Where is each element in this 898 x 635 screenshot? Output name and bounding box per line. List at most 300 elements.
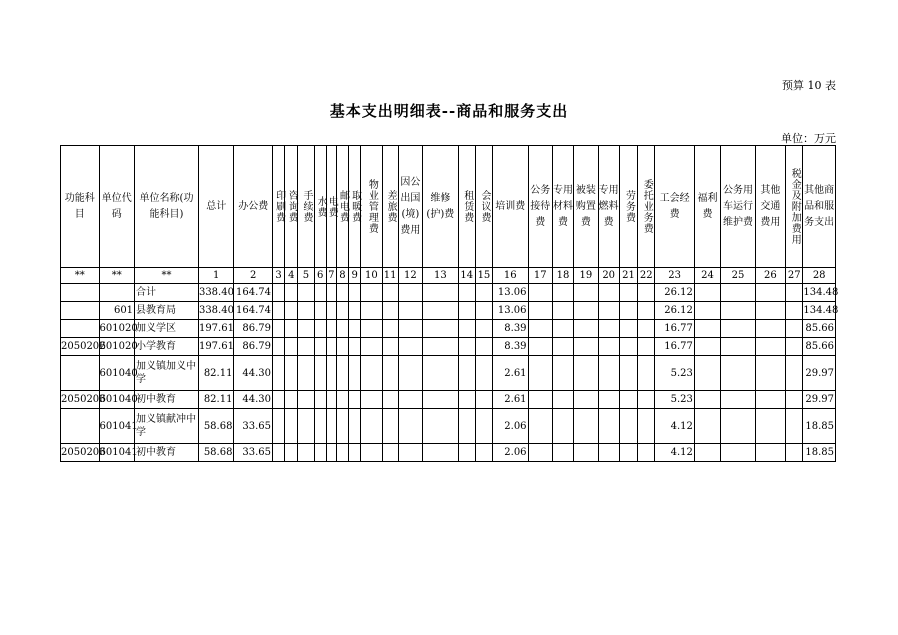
total-cell: 82.11 bbox=[198, 356, 234, 391]
table-cell bbox=[598, 284, 619, 302]
table-cell bbox=[349, 409, 361, 444]
col-header: 印刷费 bbox=[273, 146, 285, 268]
col-header: 其他交通费用 bbox=[755, 146, 785, 268]
table-cell bbox=[475, 356, 492, 391]
col-header: 福利费 bbox=[694, 146, 720, 268]
table-cell bbox=[755, 320, 785, 338]
table-cell bbox=[528, 391, 552, 409]
index-cell: 17 bbox=[528, 268, 552, 284]
index-cell: 19 bbox=[574, 268, 598, 284]
table-cell bbox=[721, 320, 755, 338]
training-cell: 8.39 bbox=[493, 320, 529, 338]
table-cell bbox=[574, 356, 598, 391]
table-cell bbox=[314, 409, 326, 444]
table-cell bbox=[298, 409, 314, 444]
col-header: 单位名称(功能科目) bbox=[135, 146, 199, 268]
table-cell bbox=[721, 409, 755, 444]
table-cell bbox=[382, 409, 398, 444]
table-cell bbox=[326, 338, 336, 356]
table-cell bbox=[382, 444, 398, 462]
func-code-cell: 2050203 bbox=[61, 444, 100, 462]
table-cell bbox=[326, 356, 336, 391]
training-cell: 2.61 bbox=[493, 356, 529, 391]
table-cell bbox=[638, 302, 655, 320]
unit-code-cell: 601020 bbox=[99, 320, 135, 338]
unit-name-cell: 小学教育 bbox=[135, 338, 199, 356]
office-cell: 164.74 bbox=[234, 302, 273, 320]
index-cell: 12 bbox=[398, 268, 422, 284]
table-cell bbox=[349, 338, 361, 356]
table-cell bbox=[298, 284, 314, 302]
union-fee-cell: 5.23 bbox=[655, 356, 695, 391]
other-cell: 85.66 bbox=[803, 320, 836, 338]
table-cell bbox=[298, 320, 314, 338]
unit-name-cell: 加义镇献冲中学 bbox=[135, 409, 199, 444]
table-row bbox=[61, 391, 836, 409]
table-cell bbox=[755, 284, 785, 302]
table-row bbox=[61, 320, 836, 338]
table-cell bbox=[336, 409, 348, 444]
unit-label: 单位：万元 bbox=[781, 132, 836, 145]
table-cell bbox=[475, 444, 492, 462]
index-cell: 2 bbox=[234, 268, 273, 284]
table-cell bbox=[755, 444, 785, 462]
table-cell bbox=[528, 284, 552, 302]
office-cell: 33.65 bbox=[234, 409, 273, 444]
index-cell: ** bbox=[61, 268, 100, 284]
total-cell: 197.61 bbox=[198, 338, 234, 356]
table-cell bbox=[598, 320, 619, 338]
office-cell: 86.79 bbox=[234, 338, 273, 356]
table-cell bbox=[755, 391, 785, 409]
office-cell: 44.30 bbox=[234, 356, 273, 391]
table-cell bbox=[786, 391, 803, 409]
table-cell bbox=[458, 391, 475, 409]
func-code-cell bbox=[61, 320, 100, 338]
other-cell: 85.66 bbox=[803, 338, 836, 356]
table-cell bbox=[528, 444, 552, 462]
table-cell bbox=[552, 338, 573, 356]
index-cell: 3 bbox=[273, 268, 285, 284]
table-cell bbox=[755, 409, 785, 444]
total-cell: 338.40 bbox=[198, 302, 234, 320]
header-row bbox=[61, 146, 836, 268]
table-cell bbox=[361, 302, 382, 320]
table-cell bbox=[475, 338, 492, 356]
table-cell bbox=[361, 284, 382, 302]
unit-code-cell: 601041 bbox=[99, 444, 135, 462]
func-code-cell bbox=[61, 409, 100, 444]
col-header: 因公出国(境)费用 bbox=[398, 146, 422, 268]
table-cell bbox=[382, 320, 398, 338]
table-row bbox=[61, 338, 836, 356]
unit-name-cell: 初中教育 bbox=[135, 444, 199, 462]
func-code-cell bbox=[61, 356, 100, 391]
table-cell bbox=[285, 302, 298, 320]
table-cell bbox=[382, 284, 398, 302]
table-cell bbox=[361, 391, 382, 409]
col-header: 工会经费 bbox=[655, 146, 695, 268]
expense-table bbox=[60, 145, 839, 462]
table-cell bbox=[458, 320, 475, 338]
table-cell bbox=[273, 302, 285, 320]
table-cell bbox=[574, 302, 598, 320]
table-cell bbox=[336, 444, 348, 462]
training-cell: 2.61 bbox=[493, 391, 529, 409]
table-cell bbox=[285, 320, 298, 338]
unit-name-cell: 县教育局 bbox=[135, 302, 199, 320]
table-cell bbox=[458, 356, 475, 391]
table-cell bbox=[574, 391, 598, 409]
col-header: 租赁费 bbox=[458, 146, 475, 268]
table-cell bbox=[314, 444, 326, 462]
table-cell bbox=[336, 338, 348, 356]
other-cell: 29.97 bbox=[803, 391, 836, 409]
index-cell: 15 bbox=[475, 268, 492, 284]
table-cell bbox=[285, 409, 298, 444]
func-code-cell: 2050203 bbox=[61, 391, 100, 409]
table-cell bbox=[574, 284, 598, 302]
table-cell bbox=[528, 409, 552, 444]
unit-name-cell: 加义学区 bbox=[135, 320, 199, 338]
table-cell bbox=[638, 320, 655, 338]
index-cell: 11 bbox=[382, 268, 398, 284]
table-cell bbox=[755, 302, 785, 320]
table-cell bbox=[528, 356, 552, 391]
col-header: 公务接待费 bbox=[528, 146, 552, 268]
table-cell bbox=[336, 320, 348, 338]
table-cell bbox=[398, 356, 422, 391]
index-cell: 23 bbox=[655, 268, 695, 284]
unit-code-cell: 601040 bbox=[99, 356, 135, 391]
table-cell bbox=[349, 320, 361, 338]
table-cell bbox=[574, 409, 598, 444]
table-cell bbox=[786, 444, 803, 462]
table-cell bbox=[638, 284, 655, 302]
func-code-cell bbox=[61, 284, 100, 302]
col-header: 专用材料费 bbox=[552, 146, 573, 268]
col-header: 邮电费 bbox=[336, 146, 348, 268]
table-cell bbox=[326, 302, 336, 320]
union-fee-cell: 4.12 bbox=[655, 444, 695, 462]
index-cell: ** bbox=[99, 268, 135, 284]
table-cell bbox=[349, 302, 361, 320]
table-cell bbox=[619, 284, 637, 302]
table-cell bbox=[619, 338, 637, 356]
col-header: 单位代码 bbox=[99, 146, 135, 268]
table-cell bbox=[475, 409, 492, 444]
table-cell bbox=[638, 409, 655, 444]
table-cell bbox=[361, 409, 382, 444]
table-cell bbox=[786, 356, 803, 391]
table-cell bbox=[273, 391, 285, 409]
table-row bbox=[61, 444, 836, 462]
page-title: 基本支出明细表--商品和服务支出 bbox=[329, 102, 569, 120]
table-cell bbox=[619, 391, 637, 409]
index-cell: 6 bbox=[314, 268, 326, 284]
table-cell bbox=[619, 302, 637, 320]
total-cell: 58.68 bbox=[198, 409, 234, 444]
table-cell bbox=[721, 444, 755, 462]
table-cell bbox=[786, 338, 803, 356]
union-fee-cell: 26.12 bbox=[655, 284, 695, 302]
table-cell bbox=[721, 356, 755, 391]
table-cell bbox=[721, 284, 755, 302]
table-row bbox=[61, 284, 836, 302]
table-cell bbox=[458, 338, 475, 356]
training-cell: 2.06 bbox=[493, 409, 529, 444]
table-cell bbox=[336, 356, 348, 391]
table-cell bbox=[475, 320, 492, 338]
col-header: 会议费 bbox=[475, 146, 492, 268]
other-cell: 18.85 bbox=[803, 444, 836, 462]
table-cell bbox=[298, 302, 314, 320]
table-cell bbox=[528, 320, 552, 338]
table-cell bbox=[273, 444, 285, 462]
table-cell bbox=[326, 444, 336, 462]
unit-code-cell: 601020 bbox=[99, 338, 135, 356]
table-cell bbox=[336, 302, 348, 320]
other-cell: 134.48 bbox=[803, 284, 836, 302]
table-cell bbox=[598, 356, 619, 391]
col-header: 手续费 bbox=[298, 146, 314, 268]
unit-name-cell: 加义镇加义中学 bbox=[135, 356, 199, 391]
unit-code-cell bbox=[99, 284, 135, 302]
table-row bbox=[61, 302, 836, 320]
table-cell bbox=[574, 320, 598, 338]
col-header: 功能科目 bbox=[61, 146, 100, 268]
total-cell: 58.68 bbox=[198, 444, 234, 462]
col-header: 维修(护)费 bbox=[423, 146, 459, 268]
table-cell bbox=[423, 356, 459, 391]
table-cell bbox=[755, 356, 785, 391]
col-header: 委托业务费 bbox=[638, 146, 655, 268]
table-cell bbox=[786, 409, 803, 444]
table-cell bbox=[786, 284, 803, 302]
other-cell: 134.48 bbox=[803, 302, 836, 320]
index-cell: 25 bbox=[721, 268, 755, 284]
col-header: 总计 bbox=[198, 146, 234, 268]
table-cell bbox=[721, 391, 755, 409]
training-cell: 13.06 bbox=[493, 302, 529, 320]
index-cell: 22 bbox=[638, 268, 655, 284]
table-cell bbox=[638, 338, 655, 356]
table-cell bbox=[273, 284, 285, 302]
index-cell: 13 bbox=[423, 268, 459, 284]
table-cell bbox=[619, 444, 637, 462]
table-cell bbox=[361, 338, 382, 356]
index-cell: 27 bbox=[786, 268, 803, 284]
table-cell bbox=[786, 320, 803, 338]
table-cell bbox=[619, 356, 637, 391]
index-cell: 1 bbox=[198, 268, 234, 284]
table-cell bbox=[273, 356, 285, 391]
table-cell bbox=[398, 391, 422, 409]
table-cell bbox=[598, 409, 619, 444]
index-cell: 8 bbox=[336, 268, 348, 284]
other-cell: 18.85 bbox=[803, 409, 836, 444]
table-cell bbox=[598, 391, 619, 409]
table-row bbox=[61, 356, 836, 391]
index-cell: 7 bbox=[326, 268, 336, 284]
table-cell bbox=[349, 444, 361, 462]
table-cell bbox=[694, 391, 720, 409]
table-cell bbox=[298, 356, 314, 391]
table-cell bbox=[314, 391, 326, 409]
table-cell bbox=[552, 284, 573, 302]
table-cell bbox=[361, 444, 382, 462]
table-cell bbox=[694, 338, 720, 356]
table-cell bbox=[598, 302, 619, 320]
table-cell bbox=[326, 320, 336, 338]
table-cell bbox=[552, 444, 573, 462]
table-cell bbox=[273, 409, 285, 444]
index-cell: ** bbox=[135, 268, 199, 284]
table-cell bbox=[552, 320, 573, 338]
table-cell bbox=[638, 391, 655, 409]
table-row bbox=[61, 409, 836, 444]
table-cell bbox=[326, 409, 336, 444]
func-code-cell bbox=[61, 302, 100, 320]
table-cell bbox=[721, 338, 755, 356]
table-cell bbox=[423, 409, 459, 444]
table-cell bbox=[721, 302, 755, 320]
table-cell bbox=[694, 320, 720, 338]
table-cell bbox=[423, 444, 459, 462]
unit-code-cell: 601 bbox=[99, 302, 135, 320]
table-cell bbox=[398, 320, 422, 338]
col-header: 被装购置费 bbox=[574, 146, 598, 268]
table-cell bbox=[755, 338, 785, 356]
table-cell bbox=[475, 391, 492, 409]
table-cell bbox=[528, 302, 552, 320]
table-cell bbox=[694, 444, 720, 462]
table-cell bbox=[336, 284, 348, 302]
table-cell bbox=[349, 391, 361, 409]
table-cell bbox=[382, 302, 398, 320]
table-cell bbox=[458, 409, 475, 444]
table-cell bbox=[326, 284, 336, 302]
col-header: 其他商品和服务支出 bbox=[803, 146, 836, 268]
table-cell bbox=[382, 338, 398, 356]
index-cell: 5 bbox=[298, 268, 314, 284]
table-cell bbox=[423, 391, 459, 409]
col-header: 劳务费 bbox=[619, 146, 637, 268]
total-cell: 338.40 bbox=[198, 284, 234, 302]
col-header: 培训费 bbox=[493, 146, 529, 268]
col-header: 差旅费 bbox=[382, 146, 398, 268]
table-cell bbox=[694, 284, 720, 302]
unit-name-cell: 初中教育 bbox=[135, 391, 199, 409]
table-cell bbox=[423, 284, 459, 302]
table-number: 预算 10 表 bbox=[782, 79, 836, 92]
table-cell bbox=[552, 391, 573, 409]
table-cell bbox=[382, 391, 398, 409]
col-header: 取暖费 bbox=[349, 146, 361, 268]
table-cell bbox=[598, 338, 619, 356]
table-cell bbox=[314, 356, 326, 391]
table-cell bbox=[336, 391, 348, 409]
table-cell bbox=[273, 338, 285, 356]
col-header: 办公费 bbox=[234, 146, 273, 268]
table-cell bbox=[349, 284, 361, 302]
table-cell bbox=[458, 302, 475, 320]
other-cell: 29.97 bbox=[803, 356, 836, 391]
table-cell bbox=[619, 320, 637, 338]
col-header: 咨询费 bbox=[285, 146, 298, 268]
table-cell bbox=[361, 320, 382, 338]
unit-code-cell: 601040 bbox=[99, 391, 135, 409]
index-cell: 18 bbox=[552, 268, 573, 284]
table-cell bbox=[314, 320, 326, 338]
index-cell: 9 bbox=[349, 268, 361, 284]
table-cell bbox=[475, 302, 492, 320]
table-cell bbox=[694, 356, 720, 391]
office-cell: 44.30 bbox=[234, 391, 273, 409]
union-fee-cell: 26.12 bbox=[655, 302, 695, 320]
index-cell: 21 bbox=[619, 268, 637, 284]
index-cell: 28 bbox=[803, 268, 836, 284]
table-cell bbox=[598, 444, 619, 462]
table-cell bbox=[298, 444, 314, 462]
table-cell bbox=[382, 356, 398, 391]
unit-name-cell: 合计 bbox=[135, 284, 199, 302]
table-cell bbox=[638, 444, 655, 462]
index-cell: 20 bbox=[598, 268, 619, 284]
table-cell bbox=[638, 356, 655, 391]
table-cell bbox=[552, 356, 573, 391]
index-cell: 24 bbox=[694, 268, 720, 284]
col-header: 专用燃料费 bbox=[598, 146, 619, 268]
col-header: 水费 bbox=[314, 146, 326, 268]
table-cell bbox=[285, 338, 298, 356]
union-fee-cell: 16.77 bbox=[655, 320, 695, 338]
table-cell bbox=[398, 302, 422, 320]
training-cell: 2.06 bbox=[493, 444, 529, 462]
table-cell bbox=[298, 391, 314, 409]
table-cell bbox=[458, 444, 475, 462]
table-cell bbox=[273, 320, 285, 338]
table-cell bbox=[458, 284, 475, 302]
table-cell bbox=[694, 302, 720, 320]
table-cell bbox=[423, 320, 459, 338]
table-cell bbox=[398, 409, 422, 444]
table-cell bbox=[361, 356, 382, 391]
table-cell bbox=[285, 444, 298, 462]
table-cell bbox=[619, 409, 637, 444]
index-cell: 4 bbox=[285, 268, 298, 284]
table-cell bbox=[574, 444, 598, 462]
table-cell bbox=[528, 338, 552, 356]
office-cell: 86.79 bbox=[234, 320, 273, 338]
total-cell: 82.11 bbox=[198, 391, 234, 409]
col-header: 电费 bbox=[326, 146, 336, 268]
training-cell: 8.39 bbox=[493, 338, 529, 356]
index-cell: 16 bbox=[493, 268, 529, 284]
unit-code-cell: 601041 bbox=[99, 409, 135, 444]
table-cell bbox=[314, 284, 326, 302]
table-cell bbox=[298, 338, 314, 356]
index-cell: 10 bbox=[361, 268, 382, 284]
union-fee-cell: 16.77 bbox=[655, 338, 695, 356]
table-cell bbox=[475, 284, 492, 302]
col-header: 物业管理费 bbox=[361, 146, 382, 268]
table-cell bbox=[574, 338, 598, 356]
index-cell: 26 bbox=[755, 268, 785, 284]
table-cell bbox=[423, 302, 459, 320]
index-cell: 14 bbox=[458, 268, 475, 284]
office-cell: 164.74 bbox=[234, 284, 273, 302]
